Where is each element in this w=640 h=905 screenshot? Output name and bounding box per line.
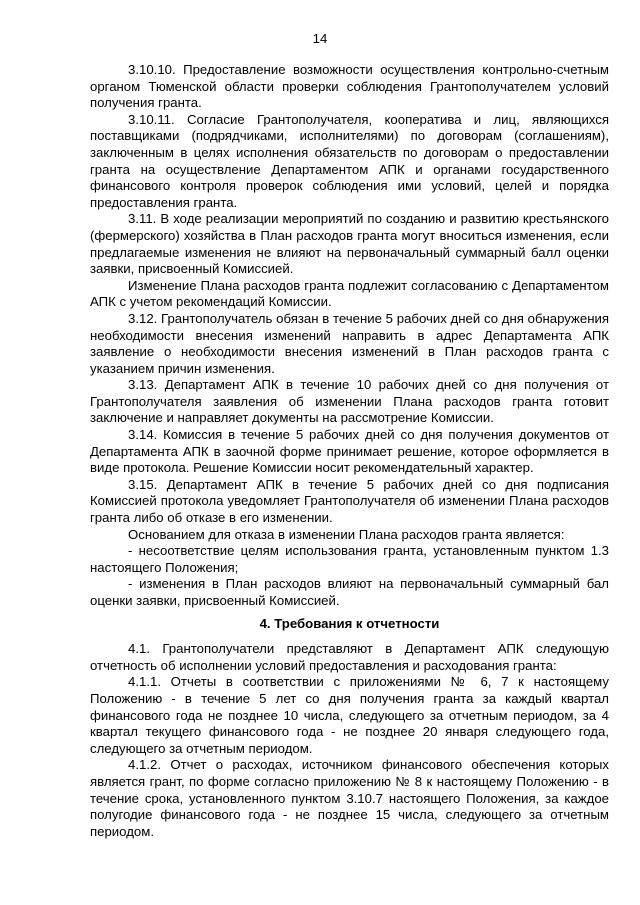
paragraph-3-10-11: 3.10.11. Согласие Грантополучателя, кооператива и лиц, являющихся поставщиками (подрядчиками, исполнителями) по договорам (соглашениям), заключенным в целях исполнения обязательств по договорам о предоставлении гранта на осуществление Департаментом АПК и органами государственного финансового контроля проверок соблюдения ими условий, целей и порядка предоставления гранта. [90,111,609,210]
paragraph-3-12: 3.12. Грантополучатель обязан в течение 5 рабочих дней со дня обнаружения необходимости внесения изменений направить в адрес Департамента АПК заявление о необходимости внесения изменений в План расходов гранта с указанием причин изменения. [90,310,609,376]
paragraph-4-1-2: 4.1.2. Отчет о расходах, источником финансового обеспечения которых является грант, по форме согласно приложению № 8 к настоящему Положению - в течение срока, установленного пунктом 3.10.7 настоящего Положения, за каждое полугодие финансового года - не позднее 15 числа, следующего за отчетным периодом. [90,757,609,839]
paragraph-3-13: 3.13. Департамент АПК в течение 10 рабочих дней со дня получения от Грантополучателя заявления об изменении Плана расходов гранта готовит заключение и направляет документы на рассмотрение Комиссии. [90,377,609,426]
section-heading: 4. Требования к отчетности [259,615,440,631]
paragraph-3-11: 3.11. В ходе реализации мероприятий по созданию и развитию крестьянского (фермерского) хозяйства в План расходов гранта могут вноситься изменения, если предлагаемые изменения не влияют на первоначальный суммарный балл оценки заявки, присвоенный Комиссией. [90,211,609,277]
paragraph-3-10-10: 3.10.10. Предоставление возможности осуществления контрольно-счетным органом Тюменской области проверки соблюдения Грантополучателем условий получения гранта. [90,62,609,111]
paragraph-refusal-grounds: Основанием для отказа в изменении Плана расходов гранта является: [128,526,565,542]
list-item-refusal-1: - несоответствие целям использования гранта, установленным пунктом 1.3 настоящего Положения; [90,543,609,575]
page-number: 14 [312,31,328,46]
document-body [90,62,609,840]
paragraph-3-15: 3.15. Департамент АПК в течение 5 рабочих дней со дня подписания Комиссией протокола уведомляет Грантополучателя об изменении Плана расходов гранта либо об отказе в его изменении. [90,476,609,526]
list-item-refusal-2: - изменения в План расходов влияют на первоначальный суммарный бал оценки заявки, присвоенный Комиссией. [90,576,609,608]
paragraph-plan-change: Изменение Плана расходов гранта подлежит согласованию с Департаментом АПК с учетом рекомендаций Комиссии. [90,277,609,310]
paragraph-4-1: 4.1. Грантополучатели представляют в Департамент АПК следующую отчетность об исполнении условий предоставления и расходования гранта: [90,641,609,673]
paragraph-4-1-1: 4.1.1. Отчеты в соответствии с приложениями № 6, 7 к настоящему Положению - в течение 5 лет со дня получения гранта за каждый квартал финансового года не позднее 10 числа, следующего за отчетным периодом, за 4 квартал текущего финансового года - не позднее 20 января следующего года, следующего за отчетным периодом. [90,674,609,756]
paragraph-3-14: 3.14. Комиссия в течение 5 рабочих дней со дня получения документов от Департамента АПК в заочной форме принимает решение, которое оформляется в виде протокола. Решение Комиссии носит рекомендательный характер. [90,427,609,476]
